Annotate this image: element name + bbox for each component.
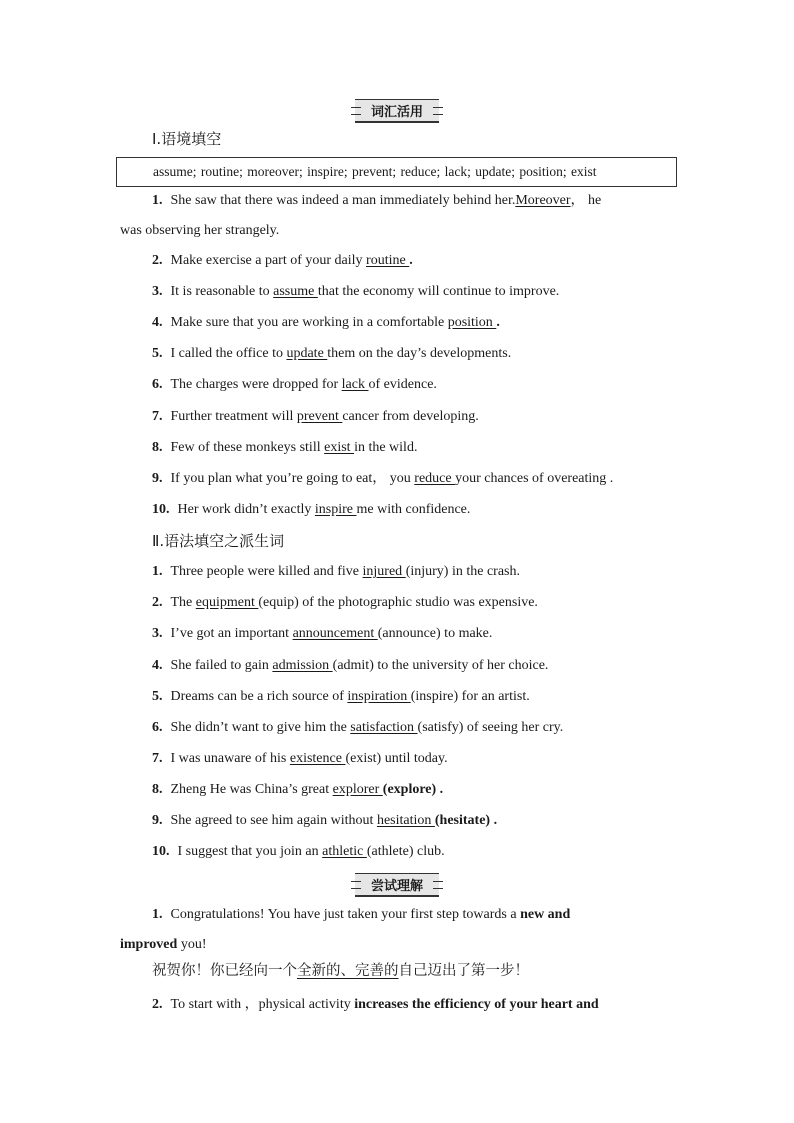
list-item: 10. Her work didn’t exactly inspire me with confidence. (152, 502, 471, 517)
list-item: 4. She failed to gain admission (admit) to the university of her choice. (152, 658, 549, 673)
section-banner-try (0, 873, 794, 897)
list-item-continuation: improved you! (120, 937, 207, 952)
list-item: 2. To start with ，physical activity increases the efficiency of your heart and (152, 997, 599, 1012)
list-item: 5. I called the office to update them on the day’s developments. (152, 346, 512, 361)
list-item: 9. If you plan what you’re going to eat， you reduce your chances of overeating . (152, 471, 614, 486)
list-item: 6. The charges were dropped for lack of evidence. (152, 377, 437, 392)
banner-label: 尝试理解 (355, 873, 439, 897)
banner-label: 词汇活用 (355, 99, 439, 123)
list-item: 3. It is reasonable to assume that the economy will continue to improve. (152, 284, 560, 299)
list-item: 1. Three people were killed and five injured (injury) in the crash. (152, 564, 520, 579)
list-item: 9. She agreed to see him again without hesitation (hesitate) . (152, 813, 498, 828)
list-item: 1. She saw that there was indeed a man immediately behind her.Moreover， he (152, 193, 602, 208)
list-item: 3. I’ve got an important announcement (announce) to make. (152, 626, 493, 641)
list-item-continuation: was observing her strangely. (120, 223, 280, 238)
list-item: 6. She didn’t want to give him the satisfaction (satisfy) of seeing her cry. (152, 720, 564, 735)
part2-title: Ⅱ.语法填空之派生词 (152, 532, 285, 550)
list-item: 10. I suggest that you join an athletic (athlete) club. (152, 844, 445, 859)
list-item: 8. Few of these monkeys still exist in the wild. (152, 440, 418, 455)
part1-title: Ⅰ.语境填空 (152, 130, 222, 148)
list-item: 7. I was unaware of his existence (exist) until today. (152, 751, 448, 766)
word-bank-box: assume; routine; moreover; inspire; prevent; reduce; lack; update; position; exist (116, 157, 677, 187)
list-item: 2. Make exercise a part of your daily routine . (152, 253, 413, 268)
list-item: 8. Zheng He was China’s great explorer (explore) . (152, 782, 444, 797)
list-item: 4. Make sure that you are working in a comfortable position . (152, 315, 500, 330)
list-item: 7. Further treatment will prevent cancer from developing. (152, 409, 479, 424)
section-banner-vocab (0, 99, 794, 123)
translation-line: 祝贺你！你已经向一个全新的、完善的自己迈出了第一步！ (152, 963, 529, 979)
list-item: 5. Dreams can be a rich source of inspiration (inspire) for an artist. (152, 689, 530, 704)
list-item: 2. The equipment (equip) of the photographic studio was expensive. (152, 595, 538, 610)
list-item: 1. Congratulations! You have just taken your first step towards a new and (152, 907, 571, 922)
